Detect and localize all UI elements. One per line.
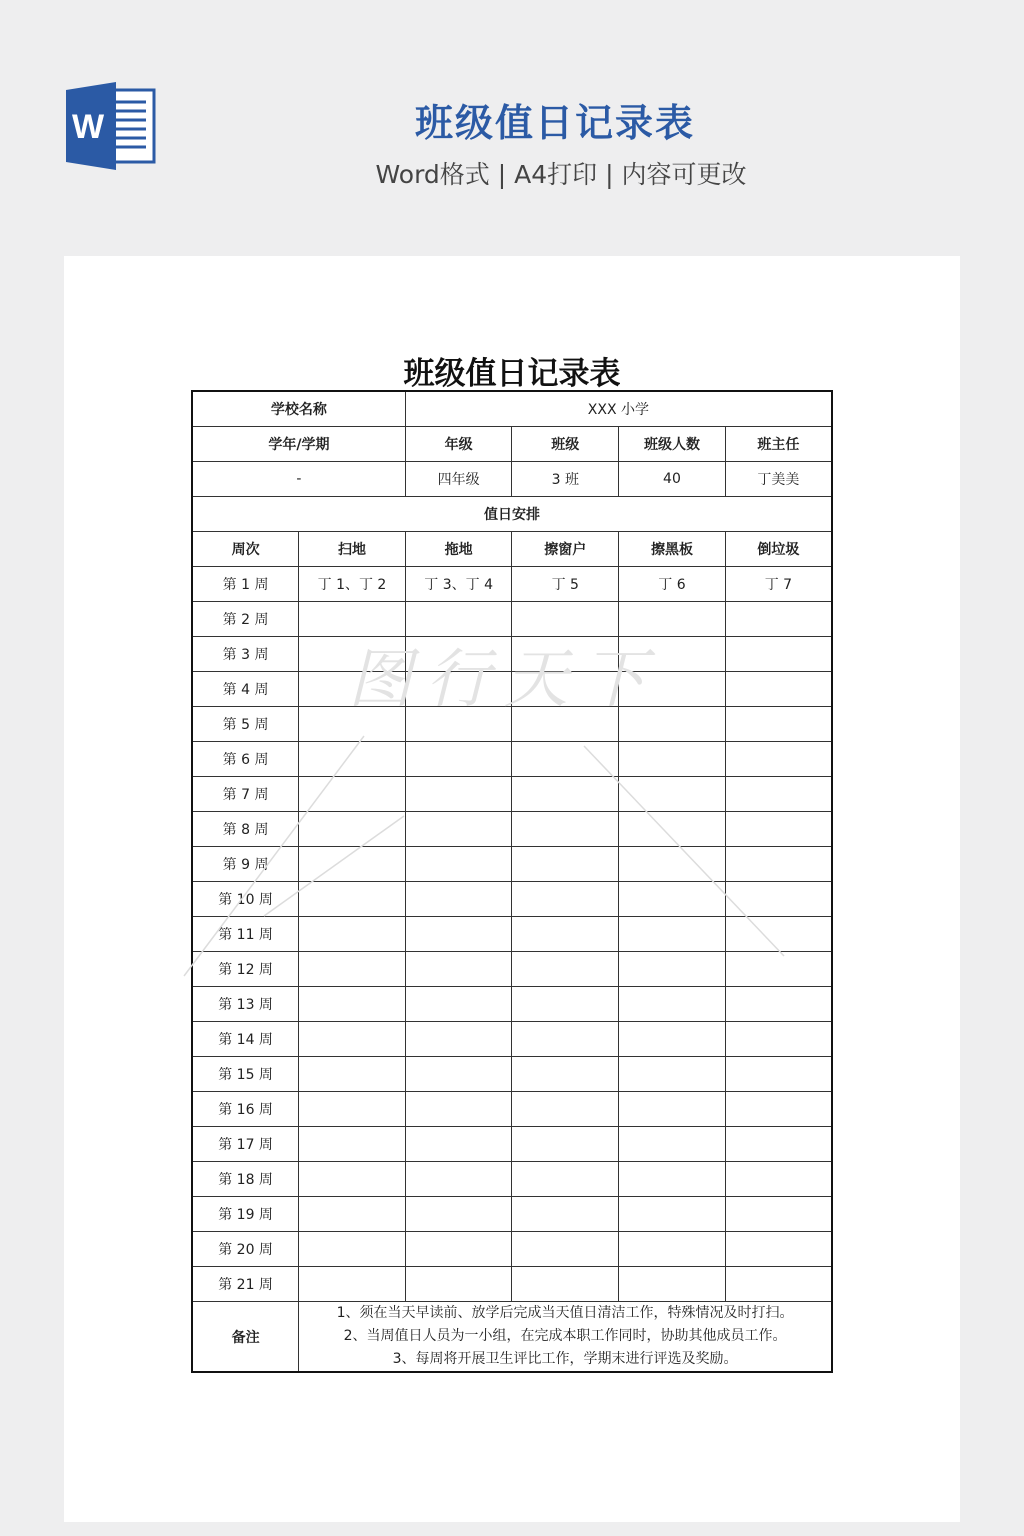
info-value-class: 3 班 bbox=[512, 462, 619, 497]
blackboard-cell bbox=[619, 1127, 726, 1162]
sweep-cell: 丁 1、丁 2 bbox=[299, 567, 406, 602]
school-name-label: 学校名称 bbox=[192, 391, 405, 427]
week-row bbox=[192, 917, 832, 952]
header-title: 班级值日记录表 bbox=[414, 101, 695, 145]
notes-label: 备注 bbox=[192, 1302, 299, 1373]
info-value-grade: 四年级 bbox=[405, 462, 512, 497]
mop-cell bbox=[405, 1092, 512, 1127]
windows-cell bbox=[512, 1197, 619, 1232]
week-label: 第 1 周 bbox=[192, 567, 299, 602]
blackboard-cell bbox=[619, 917, 726, 952]
week-label: 第 17 周 bbox=[192, 1127, 299, 1162]
week-label: 第 12 周 bbox=[192, 952, 299, 987]
week-label: 第 7 周 bbox=[192, 777, 299, 812]
mop-cell bbox=[405, 987, 512, 1022]
week-label: 第 4 周 bbox=[192, 672, 299, 707]
trash-cell bbox=[725, 777, 832, 812]
info-header-class: 班级 bbox=[512, 427, 619, 462]
week-label: 第 2 周 bbox=[192, 602, 299, 637]
blackboard-cell bbox=[619, 1092, 726, 1127]
trash-cell bbox=[725, 1267, 832, 1302]
mop-cell bbox=[405, 847, 512, 882]
trash-cell bbox=[725, 707, 832, 742]
mop-cell bbox=[405, 882, 512, 917]
week-rows bbox=[192, 567, 832, 1302]
notes-row bbox=[192, 1302, 832, 1373]
week-label: 第 20 周 bbox=[192, 1232, 299, 1267]
info-value-term: - bbox=[192, 462, 405, 497]
mop-cell bbox=[405, 1127, 512, 1162]
schedule-header-week: 周次 bbox=[192, 532, 299, 567]
week-row bbox=[192, 847, 832, 882]
trash-cell bbox=[725, 1197, 832, 1232]
blackboard-cell bbox=[619, 672, 726, 707]
windows-cell bbox=[512, 1267, 619, 1302]
week-label: 第 13 周 bbox=[192, 987, 299, 1022]
schedule-header-trash: 倒垃圾 bbox=[725, 532, 832, 567]
blackboard-cell bbox=[619, 707, 726, 742]
sweep-cell bbox=[299, 1092, 406, 1127]
trash-cell bbox=[725, 672, 832, 707]
week-row bbox=[192, 812, 832, 847]
week-row bbox=[192, 952, 832, 987]
sweep-cell bbox=[299, 742, 406, 777]
duty-record-table bbox=[191, 390, 833, 1373]
blackboard-cell bbox=[619, 1022, 726, 1057]
sweep-cell bbox=[299, 707, 406, 742]
week-label: 第 15 周 bbox=[192, 1057, 299, 1092]
mop-cell bbox=[405, 952, 512, 987]
document-title: 班级值日记录表 bbox=[403, 356, 621, 392]
windows-cell bbox=[512, 1162, 619, 1197]
week-row bbox=[192, 1127, 832, 1162]
week-row bbox=[192, 567, 832, 602]
mop-cell bbox=[405, 742, 512, 777]
blackboard-cell bbox=[619, 812, 726, 847]
blackboard-cell bbox=[619, 847, 726, 882]
windows-cell bbox=[512, 672, 619, 707]
trash-cell bbox=[725, 882, 832, 917]
windows-cell bbox=[512, 742, 619, 777]
sweep-cell bbox=[299, 917, 406, 952]
watermark-text: 图行天下 bbox=[348, 643, 660, 717]
week-row bbox=[192, 742, 832, 777]
schedule-header-mop: 拖地 bbox=[405, 532, 512, 567]
sweep-cell bbox=[299, 1232, 406, 1267]
mop-cell bbox=[405, 1267, 512, 1302]
document-page bbox=[64, 256, 960, 1522]
mop-cell bbox=[405, 1197, 512, 1232]
mop-cell bbox=[405, 602, 512, 637]
mop-cell bbox=[405, 1057, 512, 1092]
page-header bbox=[0, 0, 1024, 250]
blackboard-cell bbox=[619, 1267, 726, 1302]
mop-cell bbox=[405, 812, 512, 847]
week-row bbox=[192, 1057, 832, 1092]
sweep-cell bbox=[299, 1267, 406, 1302]
schedule-header-row bbox=[192, 532, 832, 567]
week-row bbox=[192, 1162, 832, 1197]
schedule-header-windows: 擦窗户 bbox=[512, 532, 619, 567]
blackboard-cell bbox=[619, 602, 726, 637]
week-label: 第 14 周 bbox=[192, 1022, 299, 1057]
blackboard-cell bbox=[619, 742, 726, 777]
week-row bbox=[192, 602, 832, 637]
trash-cell bbox=[725, 952, 832, 987]
school-row bbox=[192, 391, 832, 427]
mop-cell bbox=[405, 1162, 512, 1197]
trash-cell bbox=[725, 637, 832, 672]
info-header-row bbox=[192, 427, 832, 462]
trash-cell: 丁 7 bbox=[725, 567, 832, 602]
mop-cell bbox=[405, 672, 512, 707]
info-value-teacher: 丁美美 bbox=[725, 462, 832, 497]
week-row bbox=[192, 1092, 832, 1127]
windows-cell bbox=[512, 707, 619, 742]
info-header-teacher: 班主任 bbox=[725, 427, 832, 462]
week-row bbox=[192, 987, 832, 1022]
mop-cell bbox=[405, 707, 512, 742]
info-value-count: 40 bbox=[619, 462, 726, 497]
blackboard-cell bbox=[619, 777, 726, 812]
windows-cell bbox=[512, 1022, 619, 1057]
sweep-cell bbox=[299, 847, 406, 882]
week-row bbox=[192, 1232, 832, 1267]
blackboard-cell bbox=[619, 1057, 726, 1092]
blackboard-cell bbox=[619, 1232, 726, 1267]
blackboard-cell: 丁 6 bbox=[619, 567, 726, 602]
sweep-cell bbox=[299, 777, 406, 812]
sweep-cell bbox=[299, 812, 406, 847]
windows-cell bbox=[512, 1057, 619, 1092]
sweep-cell bbox=[299, 672, 406, 707]
week-label: 第 11 周 bbox=[192, 917, 299, 952]
blackboard-cell bbox=[619, 952, 726, 987]
schedule-header-blackboard: 擦黑板 bbox=[619, 532, 726, 567]
sweep-cell bbox=[299, 987, 406, 1022]
windows-cell bbox=[512, 847, 619, 882]
week-label: 第 18 周 bbox=[192, 1162, 299, 1197]
week-row bbox=[192, 1267, 832, 1302]
schedule-header-sweep: 扫地 bbox=[299, 532, 406, 567]
windows-cell bbox=[512, 987, 619, 1022]
sweep-cell bbox=[299, 637, 406, 672]
schedule-title-row bbox=[192, 497, 832, 532]
windows-cell bbox=[512, 1092, 619, 1127]
trash-cell bbox=[725, 1162, 832, 1197]
mop-cell: 丁 3、丁 4 bbox=[405, 567, 512, 602]
sweep-cell bbox=[299, 952, 406, 987]
windows-cell bbox=[512, 602, 619, 637]
trash-cell bbox=[725, 1022, 832, 1057]
sweep-cell bbox=[299, 1127, 406, 1162]
sweep-cell bbox=[299, 1057, 406, 1092]
week-label: 第 16 周 bbox=[192, 1092, 299, 1127]
mop-cell bbox=[405, 777, 512, 812]
sweep-cell bbox=[299, 602, 406, 637]
trash-cell bbox=[725, 812, 832, 847]
week-label: 第 5 周 bbox=[192, 707, 299, 742]
svg-text:W: W bbox=[71, 108, 105, 146]
blackboard-cell bbox=[619, 1162, 726, 1197]
week-label: 第 9 周 bbox=[192, 847, 299, 882]
header-subtitle: Word格式 | A4打印 | 内容可更改 bbox=[375, 160, 747, 189]
windows-cell bbox=[512, 812, 619, 847]
trash-cell bbox=[725, 987, 832, 1022]
sweep-cell bbox=[299, 1162, 406, 1197]
week-row bbox=[192, 882, 832, 917]
windows-cell bbox=[512, 952, 619, 987]
blackboard-cell bbox=[619, 1197, 726, 1232]
mop-cell bbox=[405, 637, 512, 672]
week-row bbox=[192, 637, 832, 672]
windows-cell bbox=[512, 1232, 619, 1267]
week-label: 第 19 周 bbox=[192, 1197, 299, 1232]
trash-cell bbox=[725, 847, 832, 882]
week-label: 第 3 周 bbox=[192, 637, 299, 672]
notes-content bbox=[299, 1302, 832, 1373]
week-label: 第 8 周 bbox=[192, 812, 299, 847]
trash-cell bbox=[725, 1092, 832, 1127]
week-row bbox=[192, 1197, 832, 1232]
note-line: 1、须在当天早读前、放学后完成当天值日清洁工作，特殊情况及时打扫。 bbox=[336, 1305, 794, 1321]
trash-cell bbox=[725, 742, 832, 777]
trash-cell bbox=[725, 1127, 832, 1162]
info-header-grade: 年级 bbox=[405, 427, 512, 462]
week-label: 第 6 周 bbox=[192, 742, 299, 777]
windows-cell bbox=[512, 882, 619, 917]
note-line: 2、当周值日人员为一小组，在完成本职工作同时，协助其他成员工作。 bbox=[343, 1328, 787, 1344]
sweep-cell bbox=[299, 1197, 406, 1232]
school-name-value: XXX 小学 bbox=[405, 391, 832, 427]
mop-cell bbox=[405, 1022, 512, 1057]
trash-cell bbox=[725, 602, 832, 637]
info-value-row bbox=[192, 462, 832, 497]
week-row bbox=[192, 672, 832, 707]
sweep-cell bbox=[299, 882, 406, 917]
week-label: 第 10 周 bbox=[192, 882, 299, 917]
week-row bbox=[192, 707, 832, 742]
note-line: 3、每周将开展卫生评比工作，学期末进行评选及奖励。 bbox=[392, 1351, 738, 1367]
trash-cell bbox=[725, 917, 832, 952]
info-header-term: 学年/学期 bbox=[192, 427, 405, 462]
sweep-cell bbox=[299, 1022, 406, 1057]
blackboard-cell bbox=[619, 637, 726, 672]
week-row bbox=[192, 777, 832, 812]
windows-cell bbox=[512, 917, 619, 952]
blackboard-cell bbox=[619, 987, 726, 1022]
mop-cell bbox=[405, 917, 512, 952]
info-header-count: 班级人数 bbox=[619, 427, 726, 462]
mop-cell bbox=[405, 1232, 512, 1267]
week-row bbox=[192, 1022, 832, 1057]
blackboard-cell bbox=[619, 882, 726, 917]
schedule-title: 值日安排 bbox=[192, 497, 832, 532]
windows-cell: 丁 5 bbox=[512, 567, 619, 602]
trash-cell bbox=[725, 1232, 832, 1267]
week-label: 第 21 周 bbox=[192, 1267, 299, 1302]
windows-cell bbox=[512, 637, 619, 672]
windows-cell bbox=[512, 1127, 619, 1162]
trash-cell bbox=[725, 1057, 832, 1092]
windows-cell bbox=[512, 777, 619, 812]
